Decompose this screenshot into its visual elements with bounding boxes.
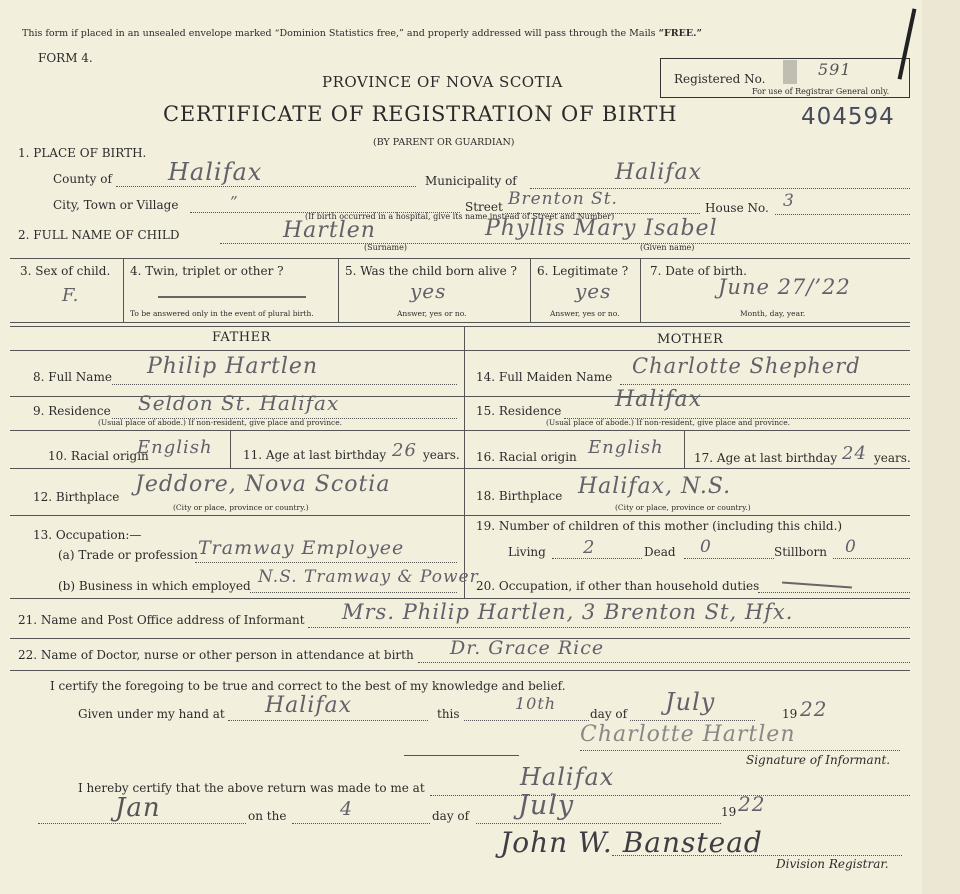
father-racial-value: English: [137, 437, 213, 458]
given-under-label: Given under my hand at: [78, 707, 225, 721]
subtitle: (BY PARENT OR GUARDIAN): [373, 137, 515, 148]
stamped-number: 404594: [801, 104, 895, 130]
registrar-statement: I hereby certify that the above return was made to me at: [78, 781, 425, 795]
father-birthplace-label: 12. Birthplace: [33, 490, 120, 504]
twin-note: To be answered only in the event of plural birth.: [130, 309, 314, 318]
twin-dash: [158, 296, 306, 298]
father-trade-value: Tramway Employee: [198, 537, 405, 559]
reg-month-line: [476, 823, 721, 824]
municipality-label: Municipality of: [425, 174, 517, 188]
mother-living-value: 2: [583, 537, 596, 558]
house-label: House No.: [705, 201, 769, 215]
alive-label: 5. Was the child born alive ?: [345, 264, 517, 278]
parents-top-rule: [10, 326, 910, 327]
row3-top-rule: [10, 258, 910, 259]
certification-statement: I certify the foregoing to be true and correct to the best of my knowledge and belief.: [50, 679, 566, 693]
registrar-place-line: [430, 795, 910, 796]
child-given-value: Phyllis Mary Isabel: [485, 216, 718, 241]
day-of-label: day of: [590, 707, 628, 721]
city-value: ”: [230, 193, 239, 211]
given-note: (Given name): [640, 243, 695, 252]
row3-divider-4: [640, 258, 641, 322]
father-trade-label: (a) Trade or profession: [58, 548, 198, 562]
reg-month-value: July: [518, 790, 575, 821]
reg-year-prefix: 19: [721, 805, 737, 819]
father-birthplace-value: Jeddore, Nova Scotia: [135, 472, 391, 497]
street-label: Street: [465, 200, 503, 214]
mother-residence-value: Halifax: [615, 387, 703, 412]
father-name-line: [112, 384, 457, 385]
father-age-label: 11. Age at last birthday: [243, 448, 387, 462]
sex-value: F.: [62, 285, 80, 306]
city-label: City, Town or Village: [53, 198, 179, 212]
house-line: [775, 214, 910, 215]
mother-children-label: 19. Number of children of this mother (including this child.): [476, 519, 843, 533]
father-racial-divider: [230, 430, 231, 468]
informant-line: [308, 627, 910, 628]
legit-note: Answer, yes or no.: [550, 309, 620, 318]
mother-rule-2: [465, 430, 910, 431]
father-name-label: 8. Full Name: [33, 370, 112, 384]
legit-value: yes: [575, 279, 612, 303]
registered-stamp-mark: [783, 60, 797, 84]
mother-birthplace-note: (City or place, province or country.): [615, 503, 751, 512]
mother-age-value: 24: [842, 443, 867, 464]
postal-note-quote: “Dominion Statistics free,”: [274, 28, 404, 39]
parents-bottom-rule: [10, 598, 910, 599]
day-line: [464, 720, 589, 721]
registrar-signature-label: Division Registrar.: [776, 857, 889, 871]
doctor-value: Dr. Grace Rice: [450, 637, 605, 659]
house-value: 3: [783, 191, 795, 211]
registered-value: 591: [818, 60, 852, 79]
mother-occupation-line: [758, 592, 910, 593]
mother-rule-4: [465, 515, 910, 516]
mother-age-label: 17. Age at last birthday: [694, 451, 838, 465]
mother-dead-label: Dead: [644, 545, 676, 559]
municipality-value: Halifax: [615, 160, 703, 185]
mother-stillborn-line: [833, 558, 910, 559]
mother-living-line: [552, 558, 642, 559]
informant-value: Mrs. Philip Hartlen, 3 Brenton St, Hfx.: [342, 600, 794, 624]
postal-note-text-2: and properly addressed will pass through the Mails: [406, 28, 656, 39]
county-value: Halifax: [168, 158, 263, 186]
mother-age-suffix: years.: [874, 451, 911, 465]
page-title: CERTIFICATE OF REGISTRATION OF BIRTH: [163, 102, 678, 126]
postal-note-free: “FREE.”: [658, 28, 702, 39]
father-racial-label: 10. Racial origin: [48, 449, 149, 463]
twin-label: 4. Twin, triplet or other ?: [130, 264, 284, 278]
alive-note: Answer, yes or no.: [397, 309, 467, 318]
father-heading: FATHER: [212, 330, 271, 345]
father-business-label: (b) Business in which employed: [58, 579, 251, 593]
registrar-note: For use of Registrar General only.: [752, 87, 890, 96]
mother-rule-3: [465, 468, 910, 469]
postal-note-text: This form if placed in an unsealed envelope marked: [22, 28, 272, 39]
on-the-label: on the: [248, 809, 287, 823]
mother-racial-value: English: [588, 437, 664, 458]
informant-signature-label: Signature of Informant.: [746, 753, 891, 767]
legit-label: 6. Legitimate ?: [537, 264, 629, 278]
registered-label: Registered No.: [674, 72, 766, 86]
postal-note: [22, 28, 702, 39]
year-value: 22: [800, 697, 828, 721]
dob-note: Month, day, year.: [740, 309, 806, 318]
alive-value: yes: [410, 279, 447, 303]
form-number: FORM 4.: [38, 51, 93, 65]
father-birthplace-note: (City or place, province or country.): [173, 503, 309, 512]
registrar-month-line: [38, 823, 246, 824]
mother-name-value: Charlotte Shepherd: [632, 354, 861, 378]
father-business-value: N.S. Tramway & Power: [258, 567, 479, 587]
dob-label: 7. Date of birth.: [650, 264, 747, 278]
mother-occupation-label: 20. Occupation, if other than household duties: [476, 579, 760, 593]
doctor-rule: [10, 670, 910, 671]
child-surname-value: Hartlen: [283, 218, 376, 243]
day-value: 10th: [515, 694, 557, 713]
father-trade-line: [195, 562, 457, 563]
informant-signature-line: [580, 750, 900, 751]
row3-divider-1: [123, 258, 124, 322]
mother-racial-divider: [684, 430, 685, 468]
father-residence-value: Seldon St. Halifax: [138, 391, 340, 415]
dob-value: June 27/’22: [718, 275, 851, 299]
father-age-suffix: years.: [423, 448, 460, 462]
registrar-place-value: Halifax: [520, 763, 615, 791]
registrar-month-pre: Jan: [115, 793, 161, 823]
row3-divider-3: [530, 258, 531, 322]
row3-bottom-rule: [10, 322, 910, 323]
reg-day-of-label: day of: [432, 809, 470, 823]
father-business-line: [250, 592, 457, 593]
father-residence-label: 9. Residence: [33, 404, 111, 418]
given-place-value: Halifax: [265, 693, 353, 718]
father-rule-3: [10, 468, 464, 469]
mother-living-label: Living: [508, 545, 546, 559]
separator-rule: [404, 755, 519, 756]
month-value: July: [665, 688, 716, 716]
father-residence-note: (Usual place of abode.) If non-resident, give place and province.: [98, 418, 343, 427]
mother-occupation-dash: [782, 582, 852, 588]
father-age-value: 26: [392, 440, 417, 461]
father-rule-4: [10, 515, 464, 516]
mother-dead-value: 0: [700, 537, 712, 557]
mother-stillborn-value: 0: [845, 537, 857, 557]
parents-divider: [464, 326, 465, 598]
reg-year-value: 22: [738, 792, 766, 816]
mother-name-label: 14. Full Maiden Name: [476, 370, 613, 384]
father-rule-2: [10, 430, 464, 431]
hospital-note: (If birth occurred in a hospital, give its name instead of Street and Number): [305, 212, 615, 221]
sex-label: 3. Sex of child.: [20, 264, 111, 278]
street-value: Brenton St.: [508, 189, 618, 209]
informant-signature: Charlotte Hartlen: [580, 722, 796, 747]
registrar-signature-line: [612, 855, 902, 856]
mother-racial-label: 16. Racial origin: [476, 450, 577, 464]
doctor-line: [418, 662, 910, 663]
page-margin: [922, 0, 960, 894]
mother-birthplace-value: Halifax, N.S.: [578, 474, 732, 499]
child-name-label: 2. FULL NAME OF CHILD: [18, 228, 180, 242]
reg-day-value: 4: [340, 798, 354, 820]
county-line: [116, 186, 416, 187]
mother-birthplace-label: 18. Birthplace: [476, 489, 563, 503]
mother-residence-label: 15. Residence: [476, 404, 562, 418]
father-name-value: Philip Hartlen: [147, 354, 319, 379]
year-prefix: 19: [782, 707, 798, 721]
county-label: County of: [53, 172, 112, 186]
parents-heading-rule: [10, 350, 910, 351]
mother-stillborn-label: Stillborn: [774, 545, 827, 559]
doctor-label: 22. Name of Doctor, nurse or other person in attendance at birth: [18, 648, 414, 662]
registrar-signature: John W. Banstead: [500, 826, 763, 859]
father-occupation-label: 13. Occupation:—: [33, 528, 142, 542]
province-heading: PROVINCE OF NOVA SCOTIA: [322, 73, 563, 91]
reg-day-line: [292, 823, 430, 824]
row3-divider-2: [338, 258, 339, 322]
given-place-line: [228, 720, 428, 721]
place-of-birth-label: 1. PLACE OF BIRTH.: [18, 146, 147, 160]
informant-label: 21. Name and Post Office address of Informant: [18, 613, 305, 627]
month-line: [630, 720, 755, 721]
child-name-line: [220, 243, 910, 244]
mother-residence-note: (Usual place of abode.) If non-resident, give place and province.: [546, 418, 791, 427]
surname-note: (Surname): [364, 243, 407, 252]
mother-heading: MOTHER: [657, 332, 724, 347]
mother-dead-line: [684, 558, 774, 559]
mother-name-line: [620, 384, 910, 385]
this-label: this: [437, 707, 460, 721]
